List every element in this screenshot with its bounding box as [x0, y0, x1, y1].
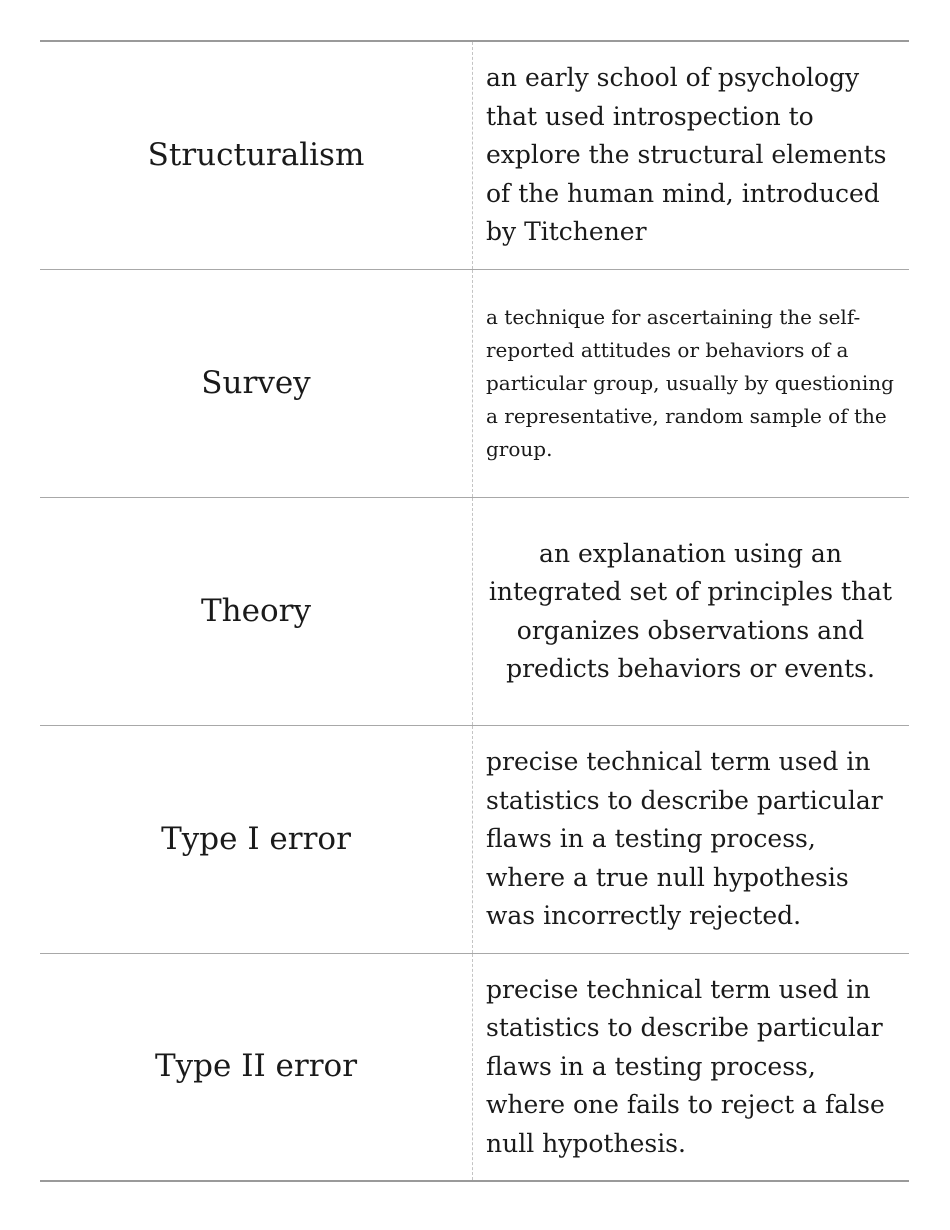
term-cell: [40, 270, 473, 497]
flashcard-row: [40, 954, 909, 1182]
definition-cell: [473, 270, 909, 497]
definition-text: an early school of psychology that used introspection to explore the structural elements of the human mind, introduced by Titchener: [486, 63, 887, 247]
term-cell: [40, 954, 473, 1180]
definition-cell: [473, 42, 909, 269]
flashcard-row: [40, 42, 909, 270]
flashcard-row: [40, 726, 909, 954]
definition-text: a technique for ascertaining the self-reported attitudes or behaviors of a particular group, usually by questioning a representative, random sample of the group.: [486, 305, 894, 461]
term-text: Type II error: [154, 1048, 358, 1085]
term-cell: [40, 726, 473, 953]
definition-text: an explanation using an integrated set of principles that organizes observations and predicts behaviors or events.: [488, 538, 893, 683]
definition-cell: [473, 498, 909, 725]
definition-text: precise technical term used in statistics to describe particular flaws in a testing process, where a true null hypothesis was incorrectly rejected.: [486, 747, 883, 931]
term-cell: [40, 498, 473, 725]
definition-cell: [473, 726, 909, 953]
flashcard-row: [40, 498, 909, 726]
flashcard-sheet: [40, 40, 909, 1182]
definition-text: precise technical term used in statistics to describe particular flaws in a testing process, where one fails to reject a false null hypothesis.: [486, 974, 885, 1158]
term-cell: [40, 42, 473, 269]
term-text: Type I error: [161, 820, 351, 857]
term-text: Structuralism: [147, 136, 365, 173]
term-text: Theory: [201, 592, 311, 629]
flashcard-row: [40, 270, 909, 498]
term-text: Survey: [201, 364, 311, 401]
definition-cell: [473, 954, 909, 1180]
